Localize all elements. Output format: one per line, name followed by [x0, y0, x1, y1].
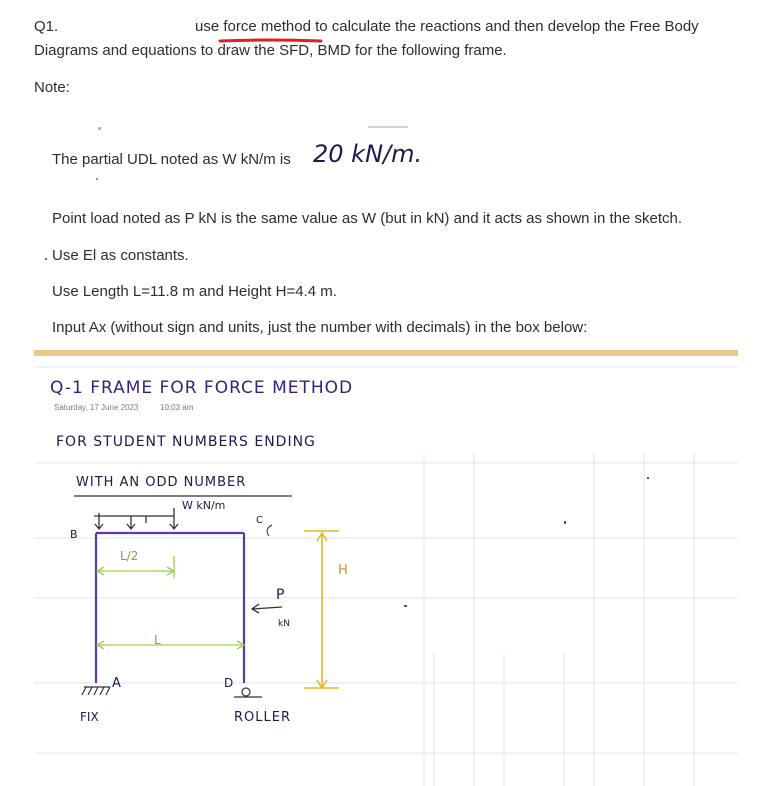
stray-mark	[647, 477, 649, 479]
sketch-label-l: L	[154, 633, 161, 647]
sketch-label-h: H	[338, 563, 348, 578]
dimensions-text: Use Length L=11.8 m and Height H=4.4 m.	[52, 283, 337, 300]
sketch-with-line: WITH AN ODD NUMBER	[76, 475, 247, 490]
sketch-label-b: B	[70, 528, 78, 541]
stray-mark	[404, 605, 407, 607]
frame-sketch	[34, 350, 738, 786]
input-prompt-text: Input Ax (without sign and units, just the number with decimals) in the box below:	[52, 319, 588, 336]
sketch-label-fix: FIX	[80, 710, 99, 724]
sketch-label-a: A	[112, 676, 121, 691]
note-label: Note:	[34, 79, 70, 96]
sketch-title: Q-1 FRAME FOR FORCE METHOD	[50, 378, 354, 398]
sketch-load-label: W kN/m	[182, 499, 226, 512]
sketch-time: 10:03 am	[160, 403, 194, 412]
stray-mark	[368, 126, 408, 128]
question-line1-prefix: use	[195, 18, 224, 35]
sketch-label-d: D	[224, 676, 234, 690]
question-line1-suffix: to calculate the reactions and then develop the Free Body	[310, 18, 699, 35]
sketch-label-roller: ROLLER	[234, 710, 291, 725]
sketch-student-line: FOR STUDENT NUMBERS ENDING	[56, 434, 316, 450]
question-line2: Diagrams and equations to draw the SFD, BMD for the following frame.	[34, 42, 507, 59]
sketch-label-p: P	[276, 587, 285, 603]
sketch-label-c: C	[256, 515, 263, 526]
udl-text: The partial UDL noted as W kN/m is	[52, 151, 291, 168]
ei-text: Use El as constants.	[52, 247, 189, 264]
question-number: Q1.	[34, 18, 59, 35]
stray-mark	[96, 178, 98, 180]
stray-mark	[564, 521, 566, 524]
sketch-date: Saturday, 17 June 2023	[54, 403, 139, 412]
point-load-text: Point load noted as P kN is the same value as W (but in kN) and it acts as shown in the sketch.	[52, 210, 683, 227]
stray-dot	[45, 258, 47, 260]
force-method-link: force method	[223, 18, 311, 35]
stray-mark	[98, 127, 101, 130]
question-line1	[195, 18, 699, 35]
sketch-label-kn: kN	[278, 619, 290, 629]
frame-drawing	[34, 353, 738, 786]
sketch-label-half-l: L/2	[120, 549, 139, 563]
udl-value-handwritten: 20 kN/m.	[313, 140, 423, 168]
